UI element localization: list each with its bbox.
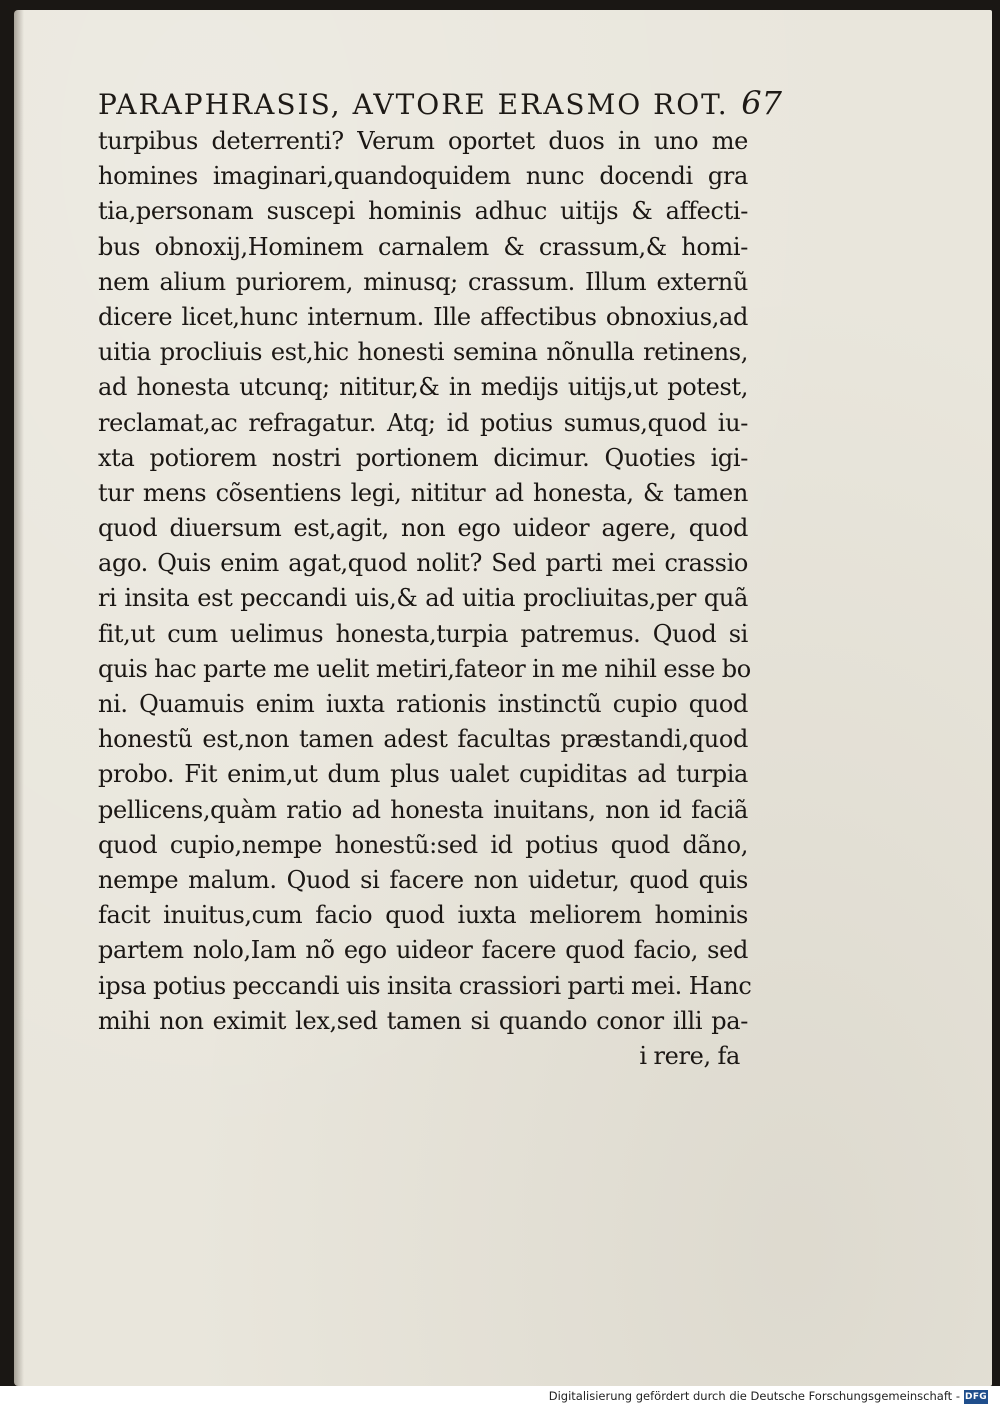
- text-line: fit,ut cum uelimus honesta,turpia patremus. Quod si: [98, 619, 748, 648]
- text-line: nem alium puriorem, minusq; crassum. Illum externũ: [98, 267, 748, 296]
- gutter-shadow: [14, 10, 24, 1386]
- text-line: quod diuersum est,agit, non ego uideor agere, quod: [98, 514, 748, 543]
- text-block: [98, 124, 752, 1074]
- digitization-footer: [0, 1386, 1000, 1408]
- text-line: uitia procliuis est,hic honesti semina nõnulla retinens,: [98, 338, 748, 367]
- text-line: pellicens,quàm ratio ad honesta inuitans, non id faciã: [98, 795, 748, 824]
- text-line: ipsa potius peccandi uis insita crassiori parti mei. Hanc: [98, 971, 752, 1000]
- text-line: bus obnoxij,Hominem carnalem & crassum,& homi-: [98, 232, 748, 261]
- text-line: dicere licet,hunc internum. Ille affectibus obnoxius,ad: [98, 302, 748, 331]
- page-number: 67: [741, 84, 782, 122]
- text-line: honestũ est,non tamen adest facultas præstandi,quod: [98, 725, 748, 754]
- text-line: xta potiorem nostri portionem dicimur. Quoties igi-: [98, 443, 748, 472]
- text-line: probo. Fit enim,ut dum plus ualet cupiditas ad turpia: [98, 760, 748, 789]
- dfg-logo: DFG: [965, 1392, 987, 1402]
- text-line: ad honesta utcunq; nititur,& in medijs uitijs,ut potest,: [98, 373, 748, 402]
- text-line: ni. Quamuis enim iuxta rationis instinctũ cupio quod: [98, 690, 748, 718]
- funding-credit: Digitalisierung gefördert durch die Deutsche Forschungsgemeinschaft -: [548, 1389, 960, 1403]
- text-line: tur mens cõsentiens legi, nititur ad honesta, & tamen: [98, 478, 748, 507]
- text-line: facit inuitus,cum facio quod iuxta meliorem hominis: [98, 901, 748, 930]
- text-line: mihi non eximit lex,sed tamen si quando conor illi pa-: [98, 1006, 748, 1035]
- text-line: quis hac parte me uelit metiri,fateor in me nihil esse bo: [98, 654, 751, 683]
- text-line: nempe malum. Quod si facere non uidetur, quod quis: [98, 865, 748, 894]
- text-line: turpibus deterrenti? Verum oportet duos in uno me: [98, 127, 748, 155]
- running-head-title: PARAPHRASIS, AVTORE ERASMO ROT.: [98, 88, 729, 121]
- text-line: ri insita est peccandi uis,& ad uitia procliuitas,per quã: [98, 584, 748, 613]
- catchword: i rere, fa: [639, 1041, 740, 1070]
- text-line: reclamat,ac refragatur. Atq; id potius sumus,quod iu-: [98, 408, 748, 437]
- text-line: quod cupio,nempe honestũ:sed id potius quod dãno,: [98, 830, 748, 859]
- running-head: [98, 84, 788, 128]
- text-line: partem nolo,Iam nõ ego uideor facere quod facio, sed: [98, 936, 748, 965]
- text-line: homines imaginari,quandoquidem nunc docendi gra: [98, 162, 748, 191]
- text-line: ago. Quis enim agat,quod nolit? Sed parti mei crassio: [98, 549, 748, 578]
- text-line: tia,personam suscepi hominis adhuc uitijs & affecti-: [98, 197, 748, 226]
